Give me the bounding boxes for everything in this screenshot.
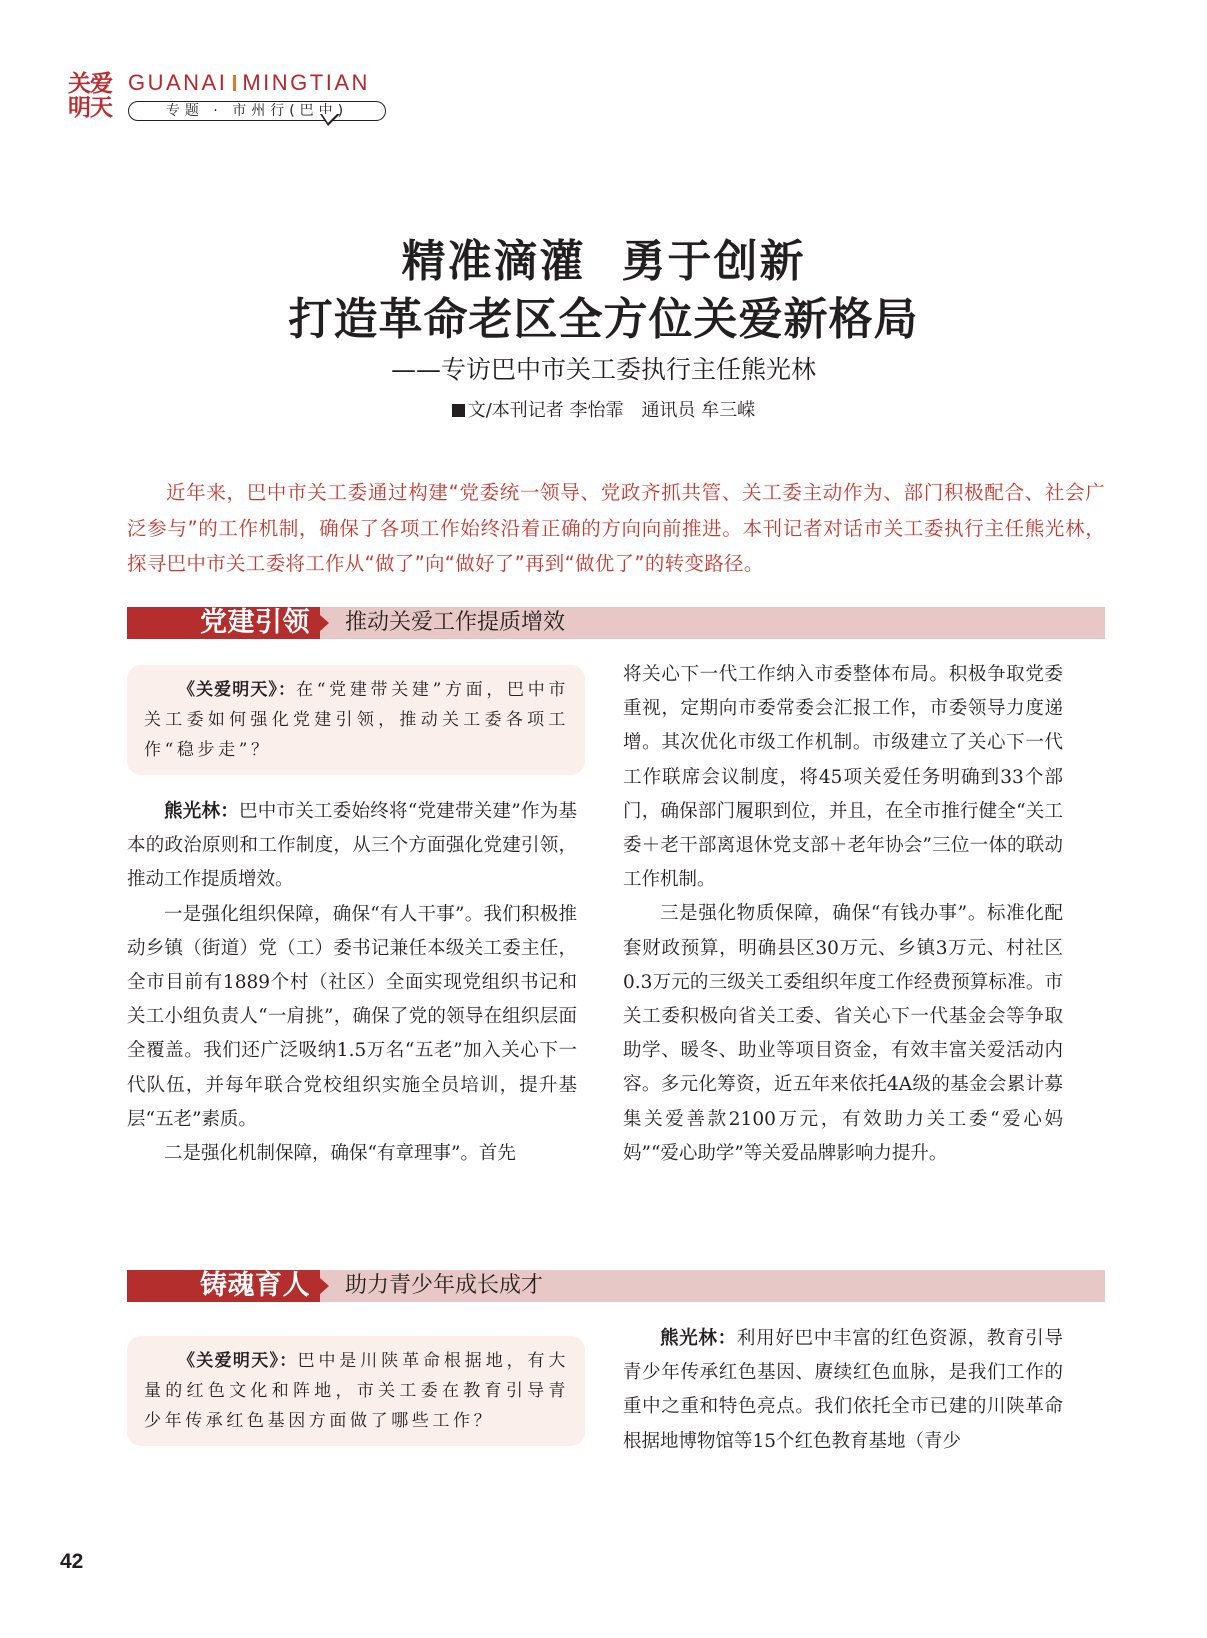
- body-column-left: [127, 795, 577, 1171]
- column-label-bubble: 专题 · 市州行(巴中): [128, 101, 386, 121]
- article-title-line-1: [0, 225, 1207, 289]
- logo-en-left: GUANAI: [128, 70, 228, 95]
- answer-speaker: 熊光林：: [660, 1328, 737, 1349]
- body-paragraph: 将关心下一代工作纳入市委整体布局。积极争取党委重视，定期向市委常委会汇报工作，市委领导力度递增。其次优化市级工作机制。市级建立了关心下一代工作联席会议制度，将45项关爱任务明确到33个部门，确保部门履职到位，并且，在全市推行健全“关工委＋老干部离退休党支部＋老年协会”三位一体的联动工作机制。: [623, 664, 1063, 891]
- interview-question-box: [127, 1336, 585, 1446]
- section-tag: 铸魂育人: [127, 1270, 320, 1302]
- section-heading: 推动关爱工作提质增效: [345, 610, 566, 635]
- article-subtitle: ——专访巴中市关工委执行主任熊光林: [390, 355, 816, 384]
- article-title-line-2: 打造革命老区全方位关爱新格局: [288, 294, 919, 345]
- article-intro: 近年来，巴中市关工委通过构建“党委统一领导、党政齐抓共管、关工委主动作为、部门积极配合、社会广泛参与”的工作机制，确保了各项工作始终沿着正确的方向向前推进。本刊记者对话市关工委执行主任熊光林，探寻巴中市关工委将工作从“做了”向“做好了”再到“做优了”的转变路径。: [127, 481, 1105, 575]
- question-text: 在“党建带关建”方面，巴中市关工委如何强化党建引领，推动关工委各项工作“稳步走”？: [144, 680, 570, 760]
- byline-correspondent: 通讯员 牟三嵘: [641, 400, 756, 421]
- interview-question-box: [127, 665, 585, 775]
- title-phrase-a: 精准滴灌: [401, 236, 586, 287]
- square-bullet-icon: [452, 404, 465, 417]
- section-header-party-building: [127, 607, 1105, 639]
- chevron-right-icon: [320, 615, 329, 631]
- body-paragraph: 三是强化物质保障，确保“有钱办事”。标准化配套财政预算，明确县区30万元、乡镇3万元、村社区0.3万元的三级关工委组织年度工作经费预算标准。市关工委积极向省关工委、省关心下一代基金会等争取助学、暖冬、助业等项目资金，有效丰富关爱活动内容。多元化筹资，近五年来依托4A级的基金会累计募集关爱善款2100万元，有效助力关工委“爱心妈妈”“爱心助学”等关爱品牌影响力提升。: [623, 903, 1063, 1164]
- body-column-right-section-2: [623, 1322, 1063, 1459]
- body-paragraph: 二是强化机制保障，确保“有章理事”。首先: [164, 1143, 516, 1165]
- paragraph-text: 利用好巴中丰富的红色资源，教育引导青少年传承红色基因、赓续红色血脉，是我们工作的重中之重和特色亮点。我们依托全市已建的川陕革命根据地博物馆等15个红色教育基地（青少: [623, 1328, 1063, 1452]
- answer-paragraph: [127, 795, 577, 898]
- logo-en-right: MINGTIAN: [242, 70, 370, 95]
- question-text: 巴中是川陕革命根据地，有大量的红色文化和阵地，市关工委在教育引导青少年传承红色基因方面做了哪些工作？: [144, 1351, 570, 1431]
- logo-line-1: 关爱: [68, 71, 112, 97]
- speech-bubble-tail-inner: [322, 114, 337, 123]
- page-number: 42: [60, 1550, 84, 1573]
- logo-separator: [233, 75, 236, 91]
- section-header-soul-education: [127, 1270, 1105, 1302]
- section-heading: 助力青少年成长成才: [345, 1273, 544, 1298]
- byline: [0, 396, 1207, 422]
- body-column-right: [623, 658, 1063, 1171]
- logo-line-2: 明天: [68, 95, 112, 121]
- masthead-logo-chinese: [68, 72, 118, 120]
- paragraph-text: 巴中市关工委始终将“党建带关建”作为基本的政治原则和工作制度，从三个方面强化党建引领，推动工作提质增效。: [127, 801, 577, 891]
- chevron-right-icon: [320, 1278, 329, 1294]
- masthead-logo-english: [128, 70, 370, 96]
- answer-speaker: 熊光林：: [164, 801, 240, 822]
- answer-paragraph: [623, 1322, 1063, 1459]
- section-tag: 党建引领: [127, 607, 320, 639]
- byline-author: 文/本刊记者 李怡霏: [467, 400, 624, 421]
- title-phrase-b: 勇于创新: [621, 236, 806, 287]
- body-paragraph: 一是强化组织保障，确保“有人干事”。我们积极推动乡镇（街道）党（工）委书记兼任本级关工委主任，全市目前有1889个村（社区）全面实现党组织书记和关工小组负责人“一肩挑”，确保了党的领导在组织层面全覆盖。我们还广泛吸纳1.5万名“五老”加入关心下一代队伍，并每年联合党校组织实施全员培训，提升基层“五老”素质。: [127, 903, 577, 1130]
- question-speaker: 《关爱明天》：: [178, 1351, 298, 1371]
- question-speaker: 《关爱明天》：: [178, 680, 297, 700]
